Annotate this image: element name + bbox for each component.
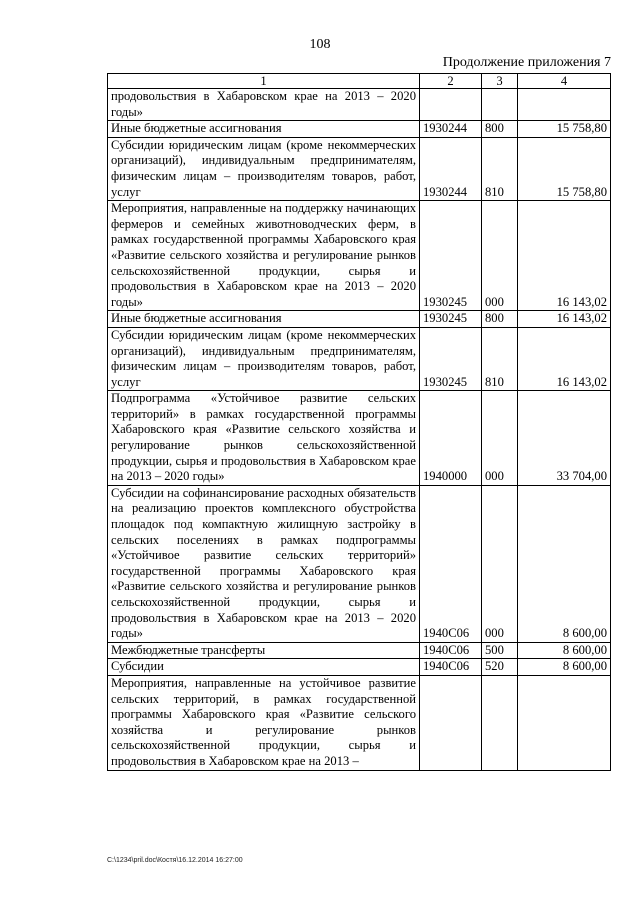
table-row [108,137,611,200]
row-code-cell: 1940С06 [420,659,482,676]
row-type-cell: 500 [482,642,518,659]
row-code-cell: 1930245 [420,201,482,311]
row-amount-cell: 8 600,00 [518,642,611,659]
table-row [108,659,611,676]
row-code-cell: 1930244 [420,121,482,138]
row-type-cell: 810 [482,137,518,200]
row-name-cell: Субсидии на софинансирование расходных обязательств на реализацию проектов комплексного обустройства площадок под компактную жилищную застройку в сельских поселениях в рамках подпрограммы «Устойчивое развитие сельских территорий» государственной программы Хабаровского края «Развитие сельского хозяйства и регулирование рынков сельскохозяйственной продукции, сырья и продовольствия в Хабаровском крае на 2013 – 2020 годы» [108,485,420,642]
continuation-label: Продолжение приложения 7 [442,55,611,70]
row-amount-cell: 8 600,00 [518,485,611,642]
row-code-cell: 1930245 [420,311,482,328]
row-name-cell: Мероприятия, направленные на устойчивое развитие сельских территорий, в рамках государственной программы Хабаровского края «Развитие сельского хозяйства и регулирование рынков сельскохозяйственной продукции, сырья и продовольствия в Хабаровском крае на 2013 – [108,675,420,770]
row-code-cell: 1940С06 [420,642,482,659]
table-row [108,121,611,138]
row-type-cell: 000 [482,485,518,642]
row-type-cell: 000 [482,391,518,486]
table-header-row [108,74,611,89]
header-col-3: 3 [482,74,518,89]
header-col-4: 4 [518,74,611,89]
row-amount-cell [518,675,611,770]
row-amount-cell [518,89,611,121]
table-row [108,391,611,486]
table-row [108,485,611,642]
row-name-cell: Иные бюджетные ассигнования [108,311,420,328]
row-name-cell: Межбюджетные трансферты [108,642,420,659]
row-type-cell [482,675,518,770]
row-code-cell: 1940000 [420,391,482,486]
row-type-cell [482,89,518,121]
row-type-cell: 000 [482,201,518,311]
row-type-cell: 800 [482,121,518,138]
row-amount-cell: 16 143,02 [518,311,611,328]
row-type-cell: 810 [482,327,518,390]
table-row [108,89,611,121]
row-code-cell [420,89,482,121]
row-code-cell: 1930245 [420,327,482,390]
row-name-cell: продовольствия в Хабаровском крае на 2013 – 2020 годы» [108,89,420,121]
page-number: 108 [309,37,331,52]
row-type-cell: 520 [482,659,518,676]
row-name-cell: Мероприятия, направленные на поддержку начинающих фермеров и семейных животноводческих ферм, в рамках государственной программы Хабаровского края «Развитие сельского хозяйства и регулирование рынков сельскохозяйственной продукции, сырья и продовольствия в Хабаровском крае на 2013 – 2020 годы» [108,201,420,311]
row-name-cell: Подпрограмма «Устойчивое развитие сельских территорий» в рамках государственной программы Хабаровского края «Развитие сельского хозяйства и регулирование рынков сельскохозяйственной продукции, сырья и продовольствия в Хабаровском крае на 2013 – 2020 годы» [108,391,420,486]
table-row [108,675,611,770]
budget-table [107,73,611,771]
row-amount-cell: 15 758,80 [518,121,611,138]
table-row [108,327,611,390]
row-amount-cell: 16 143,02 [518,201,611,311]
header-col-2: 2 [420,74,482,89]
row-code-cell: 1940С06 [420,485,482,642]
row-type-cell: 800 [482,311,518,328]
row-code-cell: 1930244 [420,137,482,200]
row-name-cell: Субсидии юридическим лицам (кроме некоммерческих организаций), индивидуальным предпринимателям, физическим лицам – производителям товаров, работ, услуг [108,137,420,200]
row-name-cell: Субсидии [108,659,420,676]
header-col-1: 1 [108,74,420,89]
row-name-cell: Иные бюджетные ассигнования [108,121,420,138]
table-row [108,311,611,328]
row-amount-cell: 33 704,00 [518,391,611,486]
row-amount-cell: 15 758,80 [518,137,611,200]
row-amount-cell: 16 143,02 [518,327,611,390]
table-row [108,201,611,311]
table-row [108,642,611,659]
row-name-cell: Субсидии юридическим лицам (кроме некоммерческих организаций), индивидуальным предпринимателям, физическим лицам – производителям товаров, работ, услуг [108,327,420,390]
file-path-footer: C:\1234\pril.doc\Костя\16.12.2014 16:27:00 [107,857,243,864]
row-code-cell [420,675,482,770]
row-amount-cell: 8 600,00 [518,659,611,676]
table-body [108,89,611,771]
